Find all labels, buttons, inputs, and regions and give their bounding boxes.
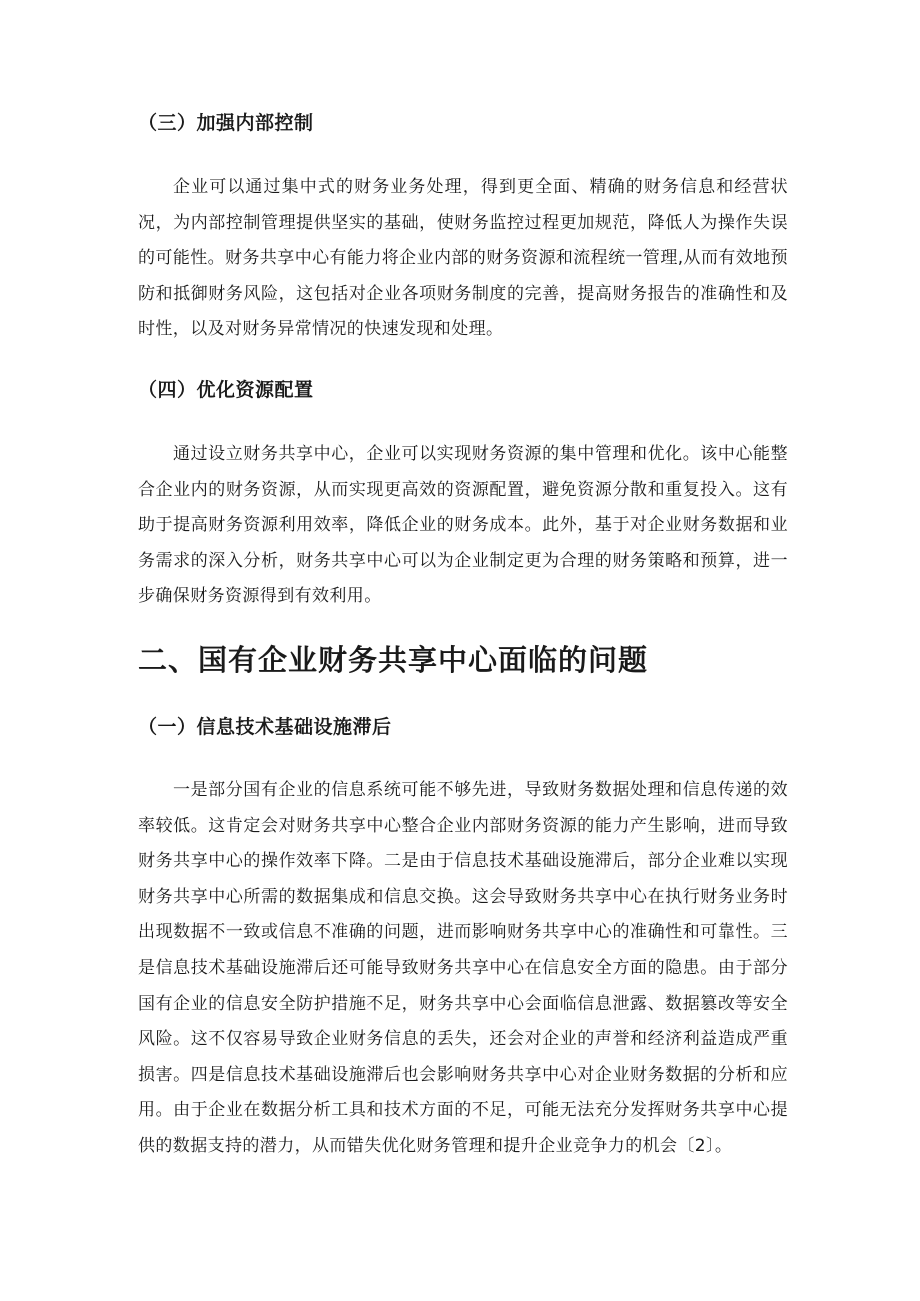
section-heading-problems: 二、国有企业财务共享中心面临的问题 [138,643,649,677]
subheading-strengthen-internal-control: （三）加强内部控制 [138,112,314,134]
subheading-it-infrastructure-lagging: （一）信息技术基础设施滞后 [138,716,392,738]
subheading-optimize-resource-allocation: （四）优化资源配置 [138,379,314,401]
paragraph-internal-control: 企业可以通过集中式的财务业务处理，得到更全面、精确的财务信息和经营状况，为内部控制管理提供坚实的基础，使财务监控过程更加规范，降低人为操作失误的可能性。财务共享中心有能力将企业内部的财务资源和流程统一管理,从而有效地预防和抵御财务风险，这包括对企业各项财务制度的完善，提高财务报告的准确性和及时性，以及对财务异常情况的快速发现和处理。 [138,177,788,340]
paragraph-resource-allocation: 通过设立财务共享中心，企业可以实现财务资源的集中管理和优化。该中心能整合企业内的财务资源，从而实现更高效的资源配置，避免资源分散和重复投入。这有助于提高财务资源利用效率，降低企业的财务成本。此外，基于对企业财务数据和业务需求的深入分析，财务共享中心可以为企业制定更为合理的财务策略和预算，进一步确保财务资源得到有效利用。 [138,444,788,607]
paragraph-it-infrastructure: 一是部分国有企业的信息系统可能不够先进，导致财务数据处理和信息传递的效率较低。这肯定会对财务共享中心整合企业内部财务资源的能力产生影响，进而导致财务共享中心的操作效率下降。二是由于信息技术基础设施滞后，部分企业难以实现财务共享中心所需的数据集成和信息交换。这会导致财务共享中心在执行财务业务时出现数据不一致或信息不准确的问题，进而影响财务共享中心的准确性和可靠性。三是信息技术基础设施滞后还可能导致财务共享中心在信息安全方面的隐患。由于部分国有企业的信息安全防护措施不足，财务共享中心会面临信息泄露、数据篡改等安全风险。这不仅容易导致企业财务信息的丢失，还会对企业的声誉和经济利益造成严重损害。四是信息技术基础设施滞后也会影响财务共享中心对企业财务数据的分析和应用。由于企业在数据分析工具和技术方面的不足，可能无法充分发挥财务共享中心提供的数据支持的潜力，从而错失优化财务管理和提升企业竞争力的机会〔2〕。 [138,780,788,1156]
